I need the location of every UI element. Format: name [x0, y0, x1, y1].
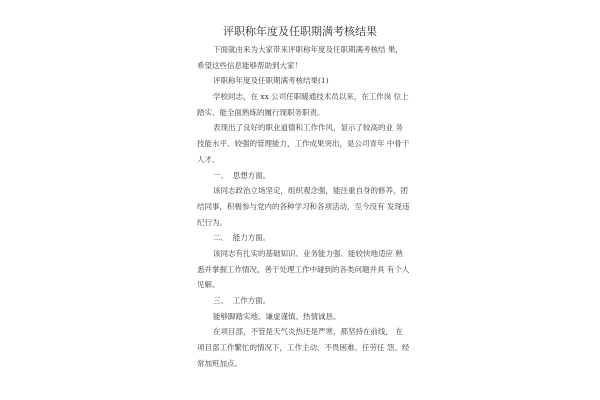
text-line: 下面就由来为大家带来评职称年度及任职期满考核结 果，: [213, 45, 403, 54]
text-line: 项目部工作繁忙的情况下，工作主动、不畏困难、任劳任 怨、经: [197, 343, 410, 353]
text-line: 人才。: [197, 154, 220, 164]
text-line: 技能水平、较强的管理能力，工作成果突出，是公司青年 中骨干: [197, 139, 410, 149]
paragraph: [197, 89, 412, 120]
text-line: 表现出了良好的职业道德和工作作风，显示了较高的业 务: [213, 123, 403, 133]
text-line: 该同志政治立场坚定，组织观念强，能注重自身的修养，团: [213, 186, 408, 196]
text-line: 学校同志，在 xx 公司任职暖通技术员以来，在工作岗 位上: [213, 92, 409, 102]
text-line: 二、 能力方面。: [213, 233, 271, 243]
text-line: 一、 思想方面。: [213, 170, 271, 180]
section-heading: [197, 293, 412, 309]
paragraph: [197, 309, 412, 325]
text-line: 该同志有扎实的基础知识、业务能力强、能较快地适应 熟: [213, 248, 403, 258]
text-line: 结同事，积极参与党内的各种学习和各项活动，至今没有 发现违: [197, 201, 410, 211]
section-subtitle: [197, 73, 412, 89]
document-body: [197, 42, 412, 371]
text-line: 评职称年度及任职期满考核结果(1): [213, 76, 329, 86]
text-line: 纪行为。: [197, 217, 227, 227]
intro-paragraph: [197, 42, 412, 73]
text-line: 见解。: [197, 280, 220, 290]
text-line: 在项目部，不管是天气炎热还是严寒，都坚持在前线， 在: [213, 327, 403, 337]
paragraph: [197, 183, 412, 230]
text-line: 踏实、能全面熟练的履行现职务职责。: [197, 107, 325, 117]
text-line: 希望这些信息能够帮助到大家！: [197, 60, 302, 70]
text-line: 悉并掌握工作情况，善于处理工作中碰到的各类问题并具 有个人: [197, 264, 410, 274]
text-line: 能够脚踏实地、谦虚谨慎、热情诚恳。: [213, 311, 341, 321]
text-line: 三、 工作方面。: [213, 296, 271, 305]
paragraph: [197, 246, 412, 293]
paragraph: [197, 120, 412, 167]
section-heading: [197, 168, 412, 184]
paragraph: [197, 324, 412, 371]
section-heading: [197, 230, 412, 246]
document-title: 评职称年度及任职期满考核结果: [223, 25, 377, 38]
text-line: 常加班加点。: [197, 358, 242, 368]
